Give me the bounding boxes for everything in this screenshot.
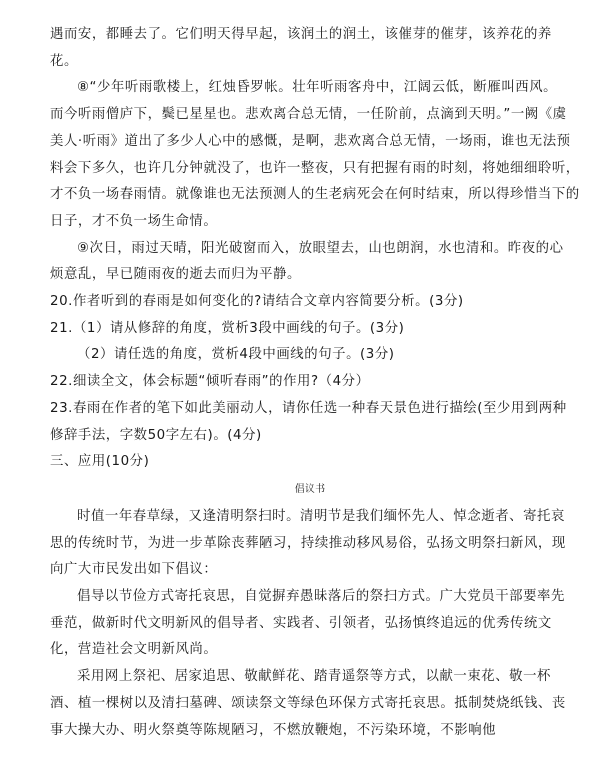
letter-line: 酒、植一棵树以及清扫墓碑、颂读祭文等绿色环保方式寄托哀思。抵制焚烧纸钱、丧 <box>50 695 566 711</box>
text-line: 才不负一场春雨情。就像谁也无法预测人的生老病死会在何时结束，所以得珍惜当下的 <box>50 187 580 203</box>
letter-line: 采用网上祭祀、居家追思、敬献鲜花、踏青遥祭等方式，以献一束花、敬一杯 <box>77 669 551 685</box>
paragraph-8-line: ⑧“少年听雨歌楼上，红烛昏罗帐。壮年听雨客舟中，江阔云低，断雁叫西风。 <box>77 80 558 96</box>
letter-title: 倡议书 <box>294 483 326 495</box>
question-21-2: （2）请任选的角度，赏析4段中画线的句子。(3分) <box>77 347 395 363</box>
question-23: 23.春雨在作者的笔下如此美丽动人，请你任选一种春天景色进行描绘(至少用到两种 <box>50 400 567 416</box>
text-line: 日子，才不负一场生命情。 <box>50 213 218 229</box>
question-21-1: 21.（1）请从修辞的角度，赏析3段中画线的句子。(3分) <box>50 320 405 336</box>
question-22: 22.细读全文，体会标题“倾听春雨”的作用?（4分） <box>50 374 370 390</box>
letter-line: 垂范，做新时代文明新风的倡导者、实践者、引领者，弘扬慎终追远的优秀传统文 <box>50 615 552 631</box>
question-20: 20.作者听到的春雨是如何变化的?请结合文章内容简要分析。(3分) <box>50 294 464 310</box>
text-line: 而今听雨僧庐下，鬓已星星也。悲欢离合总无情，一任阶前，点滴到天明。”一阙《虞 <box>50 107 567 123</box>
text-line: 遇而安，都睡去了。它们明天得早起，该润土的润土，该催芽的催芽，该养花的养 <box>50 27 552 42</box>
text-line: 料会下多久，也许几分钟就没了，也许一整夜，只有把握有雨的时刻，将她细细聆听， <box>50 160 580 176</box>
letter-line: 思的传统时节，为进一步革除丧葬陋习，持续推动移风易俗，弘扬文明祭扫新风，现 <box>50 535 566 551</box>
questions-section <box>50 289 570 476</box>
question-23-cont: 修辞手法，字数50字左右)。(4分) <box>50 427 262 443</box>
text-line: 花。 <box>50 53 78 69</box>
text-line: 美人·听雨》道出了多少人心中的感慨，是啊，悲欢离合总无情，一场雨，谁也无法预 <box>50 133 571 149</box>
letter-line: 时值一年春草绿，又逢清明祭扫时。清明节是我们缅怀先人、悼念逝者、寄托哀 <box>77 508 565 524</box>
section-heading: 三、应用(10分) <box>50 454 150 470</box>
letter-section <box>50 480 570 744</box>
letter-line: 化，营造社会文明新风尚。 <box>50 642 218 658</box>
letter-line: 向广大市民发出如下倡议： <box>50 562 218 578</box>
passage-section <box>50 22 580 289</box>
paragraph-9-line: ⑨次日，雨过天晴，阳光破窗而入，放眼望去，山也朗润，水也清和。昨夜的心 <box>77 240 564 256</box>
letter-line: 事大操大办、明火祭奠等陈规陋习，不燃放鞭炮，不污染环境，不影响他 <box>50 722 497 738</box>
text-line: 烦意乱，早已随雨夜的逝去而归为平静。 <box>50 267 301 283</box>
document-page <box>50 22 580 744</box>
letter-line: 倡导以节俭方式寄托哀思，自觉摒弃愚昧落后的祭扫方式。广大党员干部要率先 <box>77 589 565 605</box>
